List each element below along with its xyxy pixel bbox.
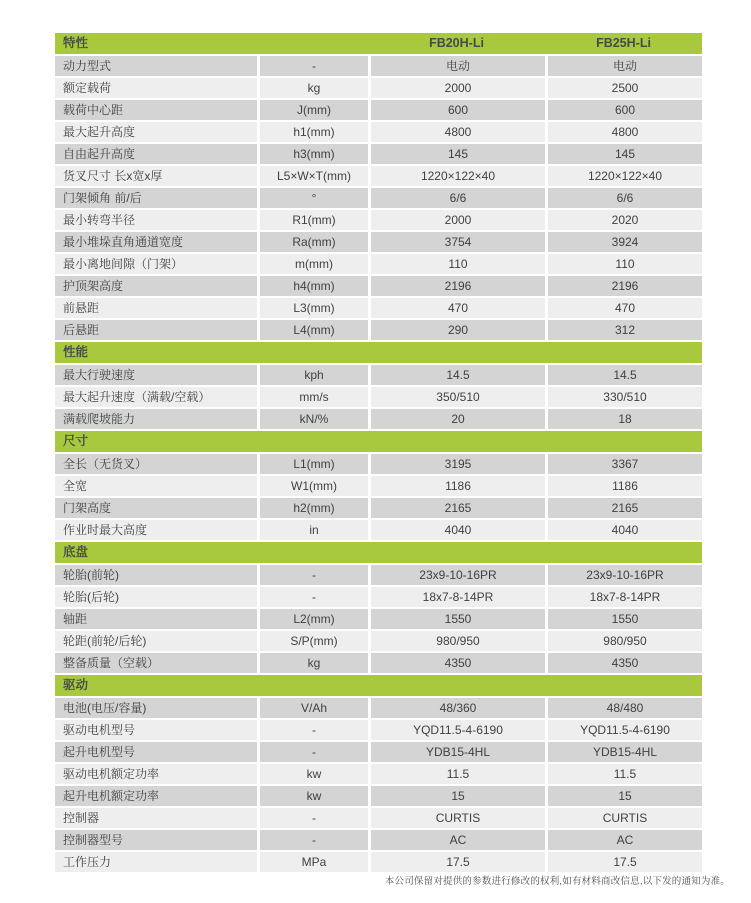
row-value-model-2: 312	[545, 320, 702, 342]
row-unit: Ra(mm)	[257, 232, 368, 254]
row-unit: -	[257, 742, 368, 764]
row-label: 额定载荷	[55, 78, 257, 100]
row-value-model-2: 15	[545, 786, 702, 808]
row-unit: kw	[257, 786, 368, 808]
row-label: 最小转弯半径	[55, 210, 257, 232]
row-value-model-1: 2000	[368, 210, 545, 232]
table-row	[55, 520, 702, 542]
table-row	[55, 100, 702, 122]
table-row	[55, 631, 702, 653]
row-unit: W1(mm)	[257, 476, 368, 498]
table-row	[55, 387, 702, 409]
section-title: 底盘	[55, 542, 702, 565]
row-unit: kN/%	[257, 409, 368, 431]
row-label: 轮胎(前轮)	[55, 565, 257, 587]
footer-disclaimer: 本公司保留对提供的参数进行修改的权利,如有材料商改信息,以下发的通知为准。	[384, 876, 730, 887]
row-value-model-2: 980/950	[545, 631, 702, 653]
row-value-model-1: 1220×122×40	[368, 166, 545, 188]
row-value-model-1: 2165	[368, 498, 545, 520]
row-label: 载荷中心距	[55, 100, 257, 122]
row-value-model-2: 2020	[545, 210, 702, 232]
section-title: 驱动	[55, 675, 702, 698]
table-header-feature: 特性	[55, 33, 257, 56]
table-header-model-fb25h-li: FB25H-Li	[545, 33, 702, 56]
row-value-model-1: 290	[368, 320, 545, 342]
table-row	[55, 720, 702, 742]
row-unit: mm/s	[257, 387, 368, 409]
row-unit: in	[257, 520, 368, 542]
table-row	[55, 786, 702, 808]
table-header-model-fb20h-li: FB20H-Li	[368, 33, 545, 56]
row-value-model-2: AC	[545, 830, 702, 852]
table-row	[55, 298, 702, 320]
row-value-model-2: 1186	[545, 476, 702, 498]
row-unit: kw	[257, 764, 368, 786]
row-value-model-1: 电动	[368, 56, 545, 78]
table-row	[55, 764, 702, 786]
table-row	[55, 210, 702, 232]
row-unit: m(mm)	[257, 254, 368, 276]
section-title: 性能	[55, 342, 702, 365]
row-unit: kg	[257, 78, 368, 100]
row-value-model-1: 350/510	[368, 387, 545, 409]
table-row	[55, 232, 702, 254]
row-label: 轴距	[55, 609, 257, 631]
row-unit: h3(mm)	[257, 144, 368, 166]
row-label: 轮胎(后轮)	[55, 587, 257, 609]
section-header-row	[55, 342, 702, 365]
row-value-model-1: 4800	[368, 122, 545, 144]
row-value-model-2: 3924	[545, 232, 702, 254]
table-row	[55, 166, 702, 188]
row-label: 控制器型号	[55, 830, 257, 852]
row-unit: h4(mm)	[257, 276, 368, 298]
row-unit: °	[257, 188, 368, 210]
table-row	[55, 498, 702, 520]
row-unit: L1(mm)	[257, 454, 368, 476]
row-unit: L4(mm)	[257, 320, 368, 342]
row-value-model-1: 20	[368, 409, 545, 431]
row-unit: MPa	[257, 852, 368, 874]
row-value-model-2: 17.5	[545, 852, 702, 874]
row-value-model-1: 600	[368, 100, 545, 122]
row-value-model-1: 3195	[368, 454, 545, 476]
section-header-row	[55, 542, 702, 565]
row-value-model-1: 145	[368, 144, 545, 166]
row-value-model-1: 23x9-10-16PR	[368, 565, 545, 587]
row-value-model-2: 11.5	[545, 764, 702, 786]
row-label: 最大起升速度（满载/空载）	[55, 387, 257, 409]
table-row	[55, 365, 702, 387]
row-value-model-2: 2196	[545, 276, 702, 298]
table-row	[55, 476, 702, 498]
row-label: 电池(电压/容量)	[55, 698, 257, 720]
row-value-model-2: 4800	[545, 122, 702, 144]
row-label: 最大起升高度	[55, 122, 257, 144]
row-value-model-1: AC	[368, 830, 545, 852]
row-unit: -	[257, 808, 368, 830]
row-unit: J(mm)	[257, 100, 368, 122]
row-label: 起升电机型号	[55, 742, 257, 764]
row-value-model-2: 6/6	[545, 188, 702, 210]
row-value-model-1: 110	[368, 254, 545, 276]
row-value-model-1: 2000	[368, 78, 545, 100]
row-label: 护顶架高度	[55, 276, 257, 298]
row-value-model-2: 330/510	[545, 387, 702, 409]
row-value-model-1: 48/360	[368, 698, 545, 720]
row-label: 全长（无货叉）	[55, 454, 257, 476]
row-value-model-1: 3754	[368, 232, 545, 254]
row-label: 门架高度	[55, 498, 257, 520]
row-value-model-1: 1186	[368, 476, 545, 498]
table-row	[55, 122, 702, 144]
row-label: 满载爬坡能力	[55, 409, 257, 431]
row-label: 最小离地间隙（门架）	[55, 254, 257, 276]
row-value-model-1: 4350	[368, 653, 545, 675]
table-row	[55, 276, 702, 298]
table-row	[55, 852, 702, 874]
table-row	[55, 609, 702, 631]
row-label: 全宽	[55, 476, 257, 498]
row-label: 门架倾角 前/后	[55, 188, 257, 210]
table-header-unit	[257, 33, 368, 56]
spec-table-body	[55, 56, 702, 874]
row-unit: R1(mm)	[257, 210, 368, 232]
row-value-model-2: 1550	[545, 609, 702, 631]
row-label: 工作压力	[55, 852, 257, 874]
row-label: 驱动电机额定功率	[55, 764, 257, 786]
row-value-model-2: 18	[545, 409, 702, 431]
row-unit: -	[257, 720, 368, 742]
row-value-model-2: 145	[545, 144, 702, 166]
table-row	[55, 742, 702, 764]
row-value-model-2: 48/480	[545, 698, 702, 720]
table-row	[55, 808, 702, 830]
row-value-model-2: 600	[545, 100, 702, 122]
row-value-model-1: 17.5	[368, 852, 545, 874]
row-value-model-1: 470	[368, 298, 545, 320]
row-label: 自由起升高度	[55, 144, 257, 166]
row-unit: h2(mm)	[257, 498, 368, 520]
table-header-row	[55, 33, 702, 56]
row-value-model-2: 23x9-10-16PR	[545, 565, 702, 587]
row-value-model-2: 4040	[545, 520, 702, 542]
row-value-model-1: YDB15-4HL	[368, 742, 545, 764]
table-row	[55, 454, 702, 476]
row-unit: S/P(mm)	[257, 631, 368, 653]
row-unit: -	[257, 830, 368, 852]
row-value-model-2: 2500	[545, 78, 702, 100]
row-value-model-1: 2196	[368, 276, 545, 298]
row-unit: V/Ah	[257, 698, 368, 720]
row-label: 最小堆垛直角通道宽度	[55, 232, 257, 254]
row-label: 后悬距	[55, 320, 257, 342]
table-row	[55, 254, 702, 276]
row-value-model-1: 4040	[368, 520, 545, 542]
row-value-model-2: 470	[545, 298, 702, 320]
row-value-model-2: 2165	[545, 498, 702, 520]
row-value-model-2: 14.5	[545, 365, 702, 387]
row-unit: L2(mm)	[257, 609, 368, 631]
section-title: 尺寸	[55, 431, 702, 454]
row-label: 最大行驶速度	[55, 365, 257, 387]
row-label: 轮距(前轮/后轮)	[55, 631, 257, 653]
section-header-row	[55, 675, 702, 698]
table-row	[55, 409, 702, 431]
row-unit: -	[257, 565, 368, 587]
row-value-model-2: 4350	[545, 653, 702, 675]
table-row	[55, 188, 702, 210]
table-row	[55, 653, 702, 675]
row-value-model-1: 14.5	[368, 365, 545, 387]
row-value-model-1: 15	[368, 786, 545, 808]
row-unit: -	[257, 56, 368, 78]
table-row	[55, 320, 702, 342]
table-row	[55, 830, 702, 852]
row-label: 前悬距	[55, 298, 257, 320]
row-unit: h1(mm)	[257, 122, 368, 144]
row-value-model-1: CURTIS	[368, 808, 545, 830]
row-value-model-1: 6/6	[368, 188, 545, 210]
table-row	[55, 56, 702, 78]
row-value-model-2: 110	[545, 254, 702, 276]
row-unit: L3(mm)	[257, 298, 368, 320]
spec-table	[55, 33, 702, 874]
row-unit: -	[257, 587, 368, 609]
row-label: 整备质量（空载）	[55, 653, 257, 675]
row-label: 作业时最大高度	[55, 520, 257, 542]
table-row	[55, 78, 702, 100]
row-value-model-2: 1220×122×40	[545, 166, 702, 188]
row-label: 货叉尺寸 长x宽x厚	[55, 166, 257, 188]
row-value-model-1: 11.5	[368, 764, 545, 786]
row-unit: kph	[257, 365, 368, 387]
row-value-model-2: YDB15-4HL	[545, 742, 702, 764]
row-value-model-2: 18x7-8-14PR	[545, 587, 702, 609]
row-unit: L5×W×T(mm)	[257, 166, 368, 188]
row-label: 动力型式	[55, 56, 257, 78]
section-header-row	[55, 431, 702, 454]
row-value-model-2: 电动	[545, 56, 702, 78]
table-row	[55, 565, 702, 587]
row-label: 驱动电机型号	[55, 720, 257, 742]
table-row	[55, 587, 702, 609]
row-value-model-1: YQD11.5-4-6190	[368, 720, 545, 742]
table-row	[55, 698, 702, 720]
table-row	[55, 144, 702, 166]
row-value-model-1: 1550	[368, 609, 545, 631]
row-value-model-2: 3367	[545, 454, 702, 476]
row-label: 控制器	[55, 808, 257, 830]
row-value-model-1: 980/950	[368, 631, 545, 653]
row-value-model-1: 18x7-8-14PR	[368, 587, 545, 609]
row-value-model-2: YQD11.5-4-6190	[545, 720, 702, 742]
row-unit: kg	[257, 653, 368, 675]
row-label: 起升电机额定功率	[55, 786, 257, 808]
row-value-model-2: CURTIS	[545, 808, 702, 830]
